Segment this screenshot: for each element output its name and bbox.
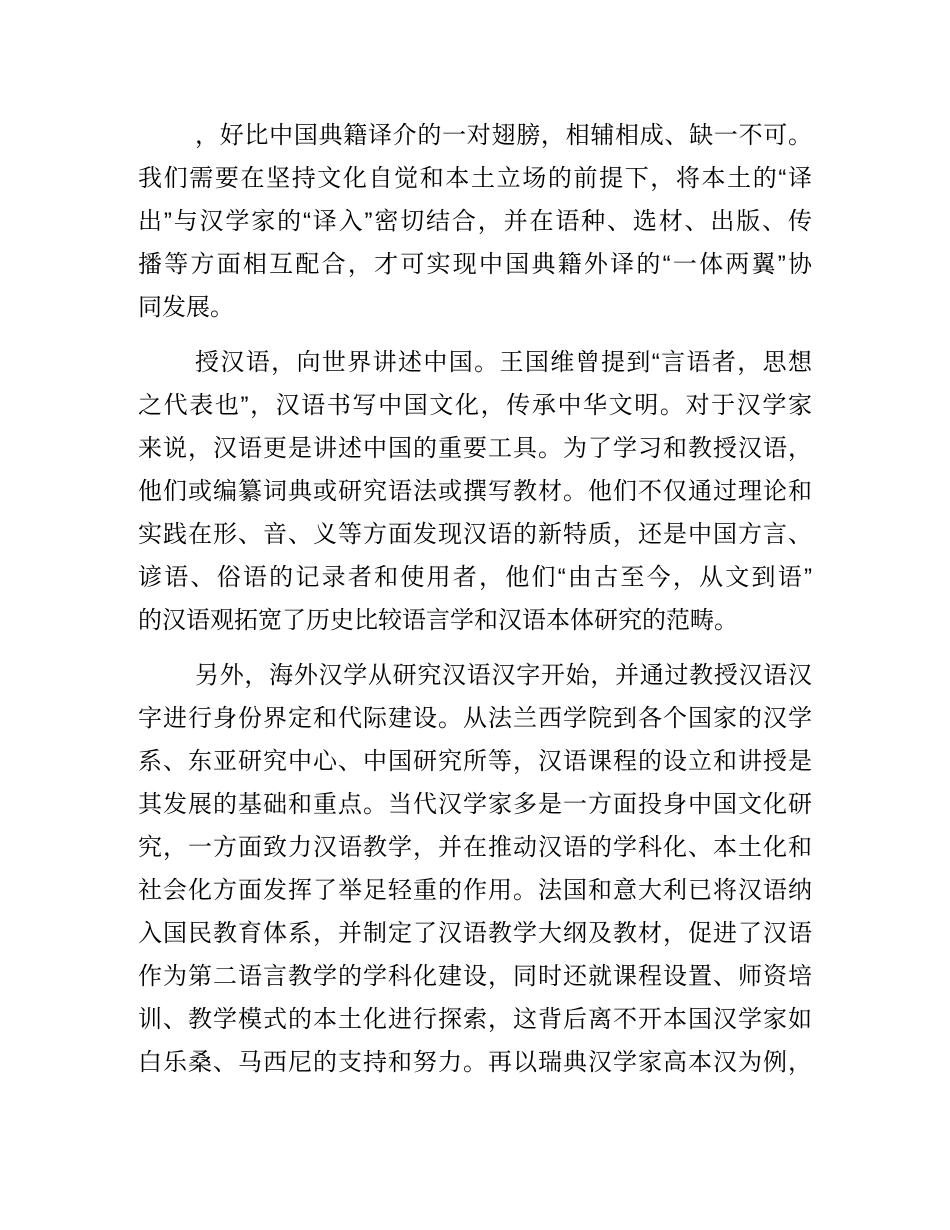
text-line: 白乐桑、马西尼的支持和努力。再以瑞典汉学家高本汉为例， [138,1049,812,1076]
text-line: 同发展。 [138,294,234,321]
text-line: 究，一方面致力汉语教学，并在推动汉语的学科化、本土化和 [138,834,812,861]
text-line: 实践在形、音、义等方面发现汉语的新特质，还是中国方言、 [138,521,812,548]
text-line: 系、东亚研究中心、中国研究所等，汉语课程的设立和讲授是 [138,748,812,775]
text-line: 作为第二语言教学的学科化建设，同时还就课程设置、师资培 [138,963,812,990]
paragraph-3 [138,654,812,1084]
text-line: 我们需要在坚持文化自觉和本土立场的前提下，将本土的“译 [138,165,812,192]
text-line: ，好比中国典籍译介的一对翅膀，相辅相成、缺一不可。 [195,122,812,149]
text-line: 出”与汉学家的“译入”密切结合，并在语种、选材、出版、传 [138,208,812,235]
text-line: 的汉语观拓宽了历史比较语言学和汉语本体研究的范畴。 [138,607,738,634]
text-line: 谚语、俗语的记录者和使用者，他们“由古至今，从文到语” [138,564,812,591]
text-line: 其发展的基础和重点。当代汉学家多是一方面投身中国文化研 [138,791,812,818]
text-line: 训、教学模式的本土化进行探索，这背后离不开本国汉学家如 [138,1006,812,1033]
text-line: 之代表也”，汉语书写中国文化，传承中华文明。对于汉学家 [138,392,812,419]
paragraph-2 [138,341,812,642]
text-line: 字进行身份界定和代际建设。从法兰西学院到各个国家的汉学 [138,705,812,732]
text-line: 播等方面相互配合，才可实现中国典籍外译的“一体两翼”协 [138,251,812,278]
text-line: 入国民教育体系，并制定了汉语教学大纲及教材，促进了汉语 [138,920,812,947]
text-line: 另外，海外汉学从研究汉语汉字开始，并通过教授汉语汉 [195,662,812,689]
text-line: 授汉语，向世界讲述中国。王国维曾提到“言语者，思想 [195,349,812,376]
text-line: 他们或编纂词典或研究语法或撰写教材。他们不仅通过理论和 [138,478,812,505]
paragraph-1 [138,114,812,329]
text-line: 社会化方面发挥了举足轻重的作用。法国和意大利已将汉语纳 [138,877,812,904]
text-line: 来说，汉语更是讲述中国的重要工具。为了学习和教授汉语， [138,435,812,462]
